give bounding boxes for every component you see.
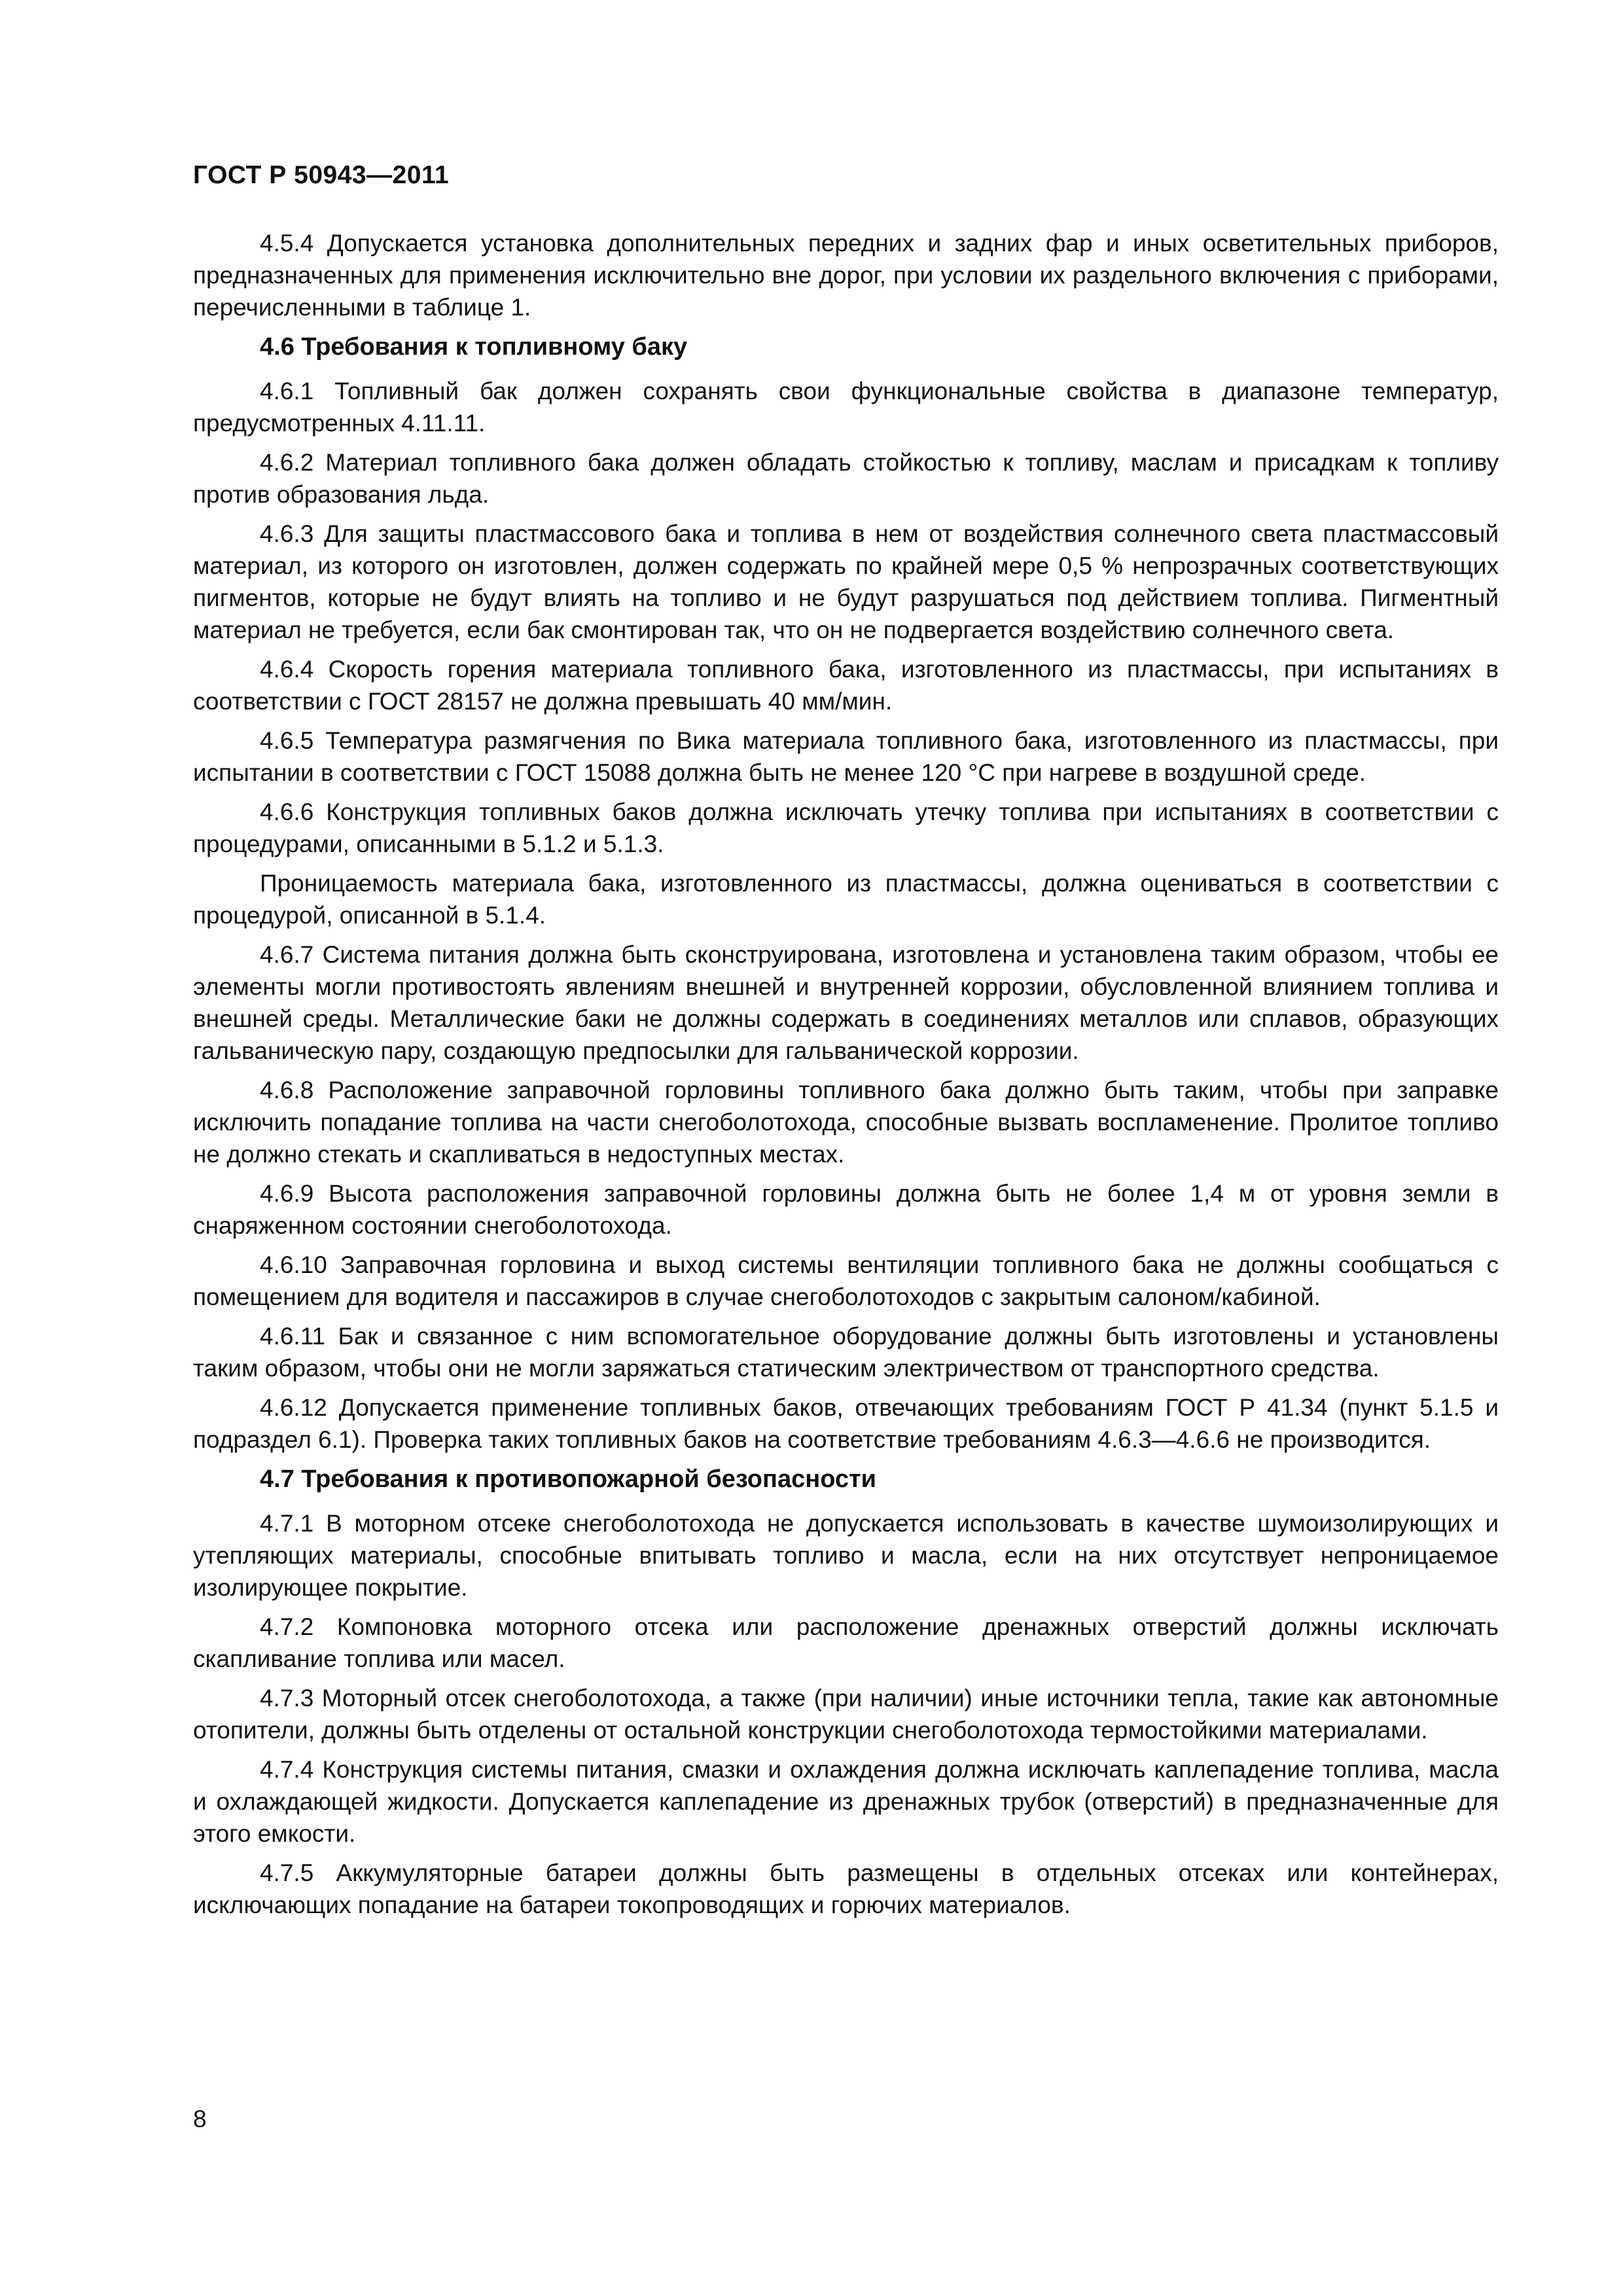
paragraph-4-6-11: 4.6.11 Бак и связанное с ним вспомогательное оборудование должны быть изготовлены и установлены таким образом, чтобы они не могли заряжаться статическим электричеством от транспортного средства. [193, 1323, 1499, 1382]
paragraph-4-7-1: 4.7.1 В моторном отсеке снегоболотохода не допускается использовать в качестве шумоизолирующих и утепляющих материалы, способные впитывать топливо и масла, если на них отсутствует непроницаемое изолирующее покрытие. [193, 1510, 1499, 1601]
page-number: 8 [193, 2106, 207, 2132]
paragraph-4-5-4: 4.5.4 Допускается установка дополнительных передних и задних фар и иных осветительных приборов, предназначенных для применения исключительно вне дорог, при условии их раздельного включения с приборами, перечисленными в таблице 1. [193, 230, 1499, 321]
paragraph-4-6-6: 4.6.6 Конструкция топливных баков должна исключать утечку топлива при испытаниях в соответствии с процедурами, описанными в 5.1.2 и 5.1.3. [193, 798, 1499, 857]
paragraph-4-7-4: 4.7.4 Конструкция системы питания, смазки и охлаждения должна исключать каплепадение топлива, масла и охлаждающей жидкости. Допускается каплепадение из дренажных трубок (отверстий) в предназначенные для этого емкости. [193, 1756, 1499, 1847]
paragraph-4-6-5: 4.6.5 Температура размягчения по Вика материала топливного бака, изготовленного из пластмассы, при испытании в соответствии с ГОСТ 15088 должна быть не менее 120 °С при нагреве в воздушной среде. [193, 727, 1499, 786]
paragraph-4-6-10: 4.6.10 Заправочная горловина и выход системы вентиляции топливного бака не должны сообщаться с помещением для водителя и пассажиров в случае снегоболотоходов с закрытым салоном/кабиной. [193, 1251, 1499, 1310]
paragraph-4-7-5: 4.7.5 Аккумуляторные батареи должны быть размещены в отдельных отсеках или контейнерах, исключающих попадание на батареи токопроводящих и горючих материалов. [193, 1859, 1499, 1918]
paragraph-4-6-9: 4.6.9 Высота расположения заправочной горловины должна быть не более 1,4 м от уровня земли в снаряженном состоянии снегоболотохода. [193, 1180, 1499, 1239]
paragraph-4-6-4: 4.6.4 Скорость горения материала топливного бака, изготовленного из пластмассы, при испытаниях в соответствии с ГОСТ 28157 не должна превышать 40 мм/мин. [193, 656, 1499, 715]
paragraph-4-7-2: 4.7.2 Компоновка моторного отсека или расположение дренажных отверстий должны исключать скапливание топлива или масел. [193, 1613, 1499, 1672]
paragraph-4-6-1: 4.6.1 Топливный бак должен сохранять свои функциональные свойства в диапазоне температур, предусмотренных 4.11.11. [193, 378, 1499, 437]
section-heading-4-6: 4.6 Требования к топливному баку [260, 333, 688, 361]
section-heading-4-7: 4.7 Требования к противопожарной безопасности [260, 1465, 877, 1493]
paragraph-4-7-3: 4.7.3 Моторный отсек снегоболотохода, а также (при наличии) иные источники тепла, такие как автономные отопители, должны быть отделены от остальной конструкции снегоболотохода термостойкими материалами. [193, 1685, 1499, 1744]
paragraph-4-6-3: 4.6.3 Для защиты пластмассового бака и топлива в нем от воздействия солнечного света пластмассовый материал, из которого он изготовлен, должен содержать по крайней мере 0,5 % непрозрачных соответствующих пигментов, которые не будут влиять на топливо и не будут разрушаться под действием топлива. Пигментный материал не требуется, если бак смонтирован так, что он не подвергается воздействию солнечного света. [193, 520, 1499, 643]
document-body [193, 227, 1499, 1928]
document-header: ГОСТ Р 50943—2011 [193, 161, 450, 189]
paragraph-4-6-12: 4.6.12 Допускается применение топливных баков, отвечающих требованиям ГОСТ Р 41.34 (пункт 5.1.5 и подраздел 6.1). Проверка таких топливных баков на соответствие требованиям 4.6.3—4.6.6 не производится. [193, 1394, 1499, 1453]
paragraph-4-6-2: 4.6.2 Материал топливного бака должен обладать стойкостью к топливу, маслам и присадкам к топливу против образования льда. [193, 449, 1499, 508]
paragraph-4-6-6-permeability: Проницаемость материала бака, изготовленного из пластмассы, должна оцениваться в соответствии с процедурой, описанной в 5.1.4. [193, 870, 1499, 929]
paragraph-4-6-8: 4.6.8 Расположение заправочной горловины топливного бака должно быть таким, чтобы при заправке исключить попадание топлива на части снегоболотохода, способные вызвать воспламенение. Пролитое топливо не должно стекать и скапливаться в недоступных местах. [193, 1077, 1499, 1168]
paragraph-4-6-7: 4.6.7 Система питания должна быть сконструирована, изготовлена и установлена таким образом, чтобы ее элементы могли противостоять явлениям внешней и внутренней коррозии, обусловленной влиянием топлива и внешней среды. Металлические баки не должны содержать в соединениях металлов или сплавов, образующих гальваническую пару, создающую предпосылки для гальванической коррозии. [193, 941, 1499, 1064]
